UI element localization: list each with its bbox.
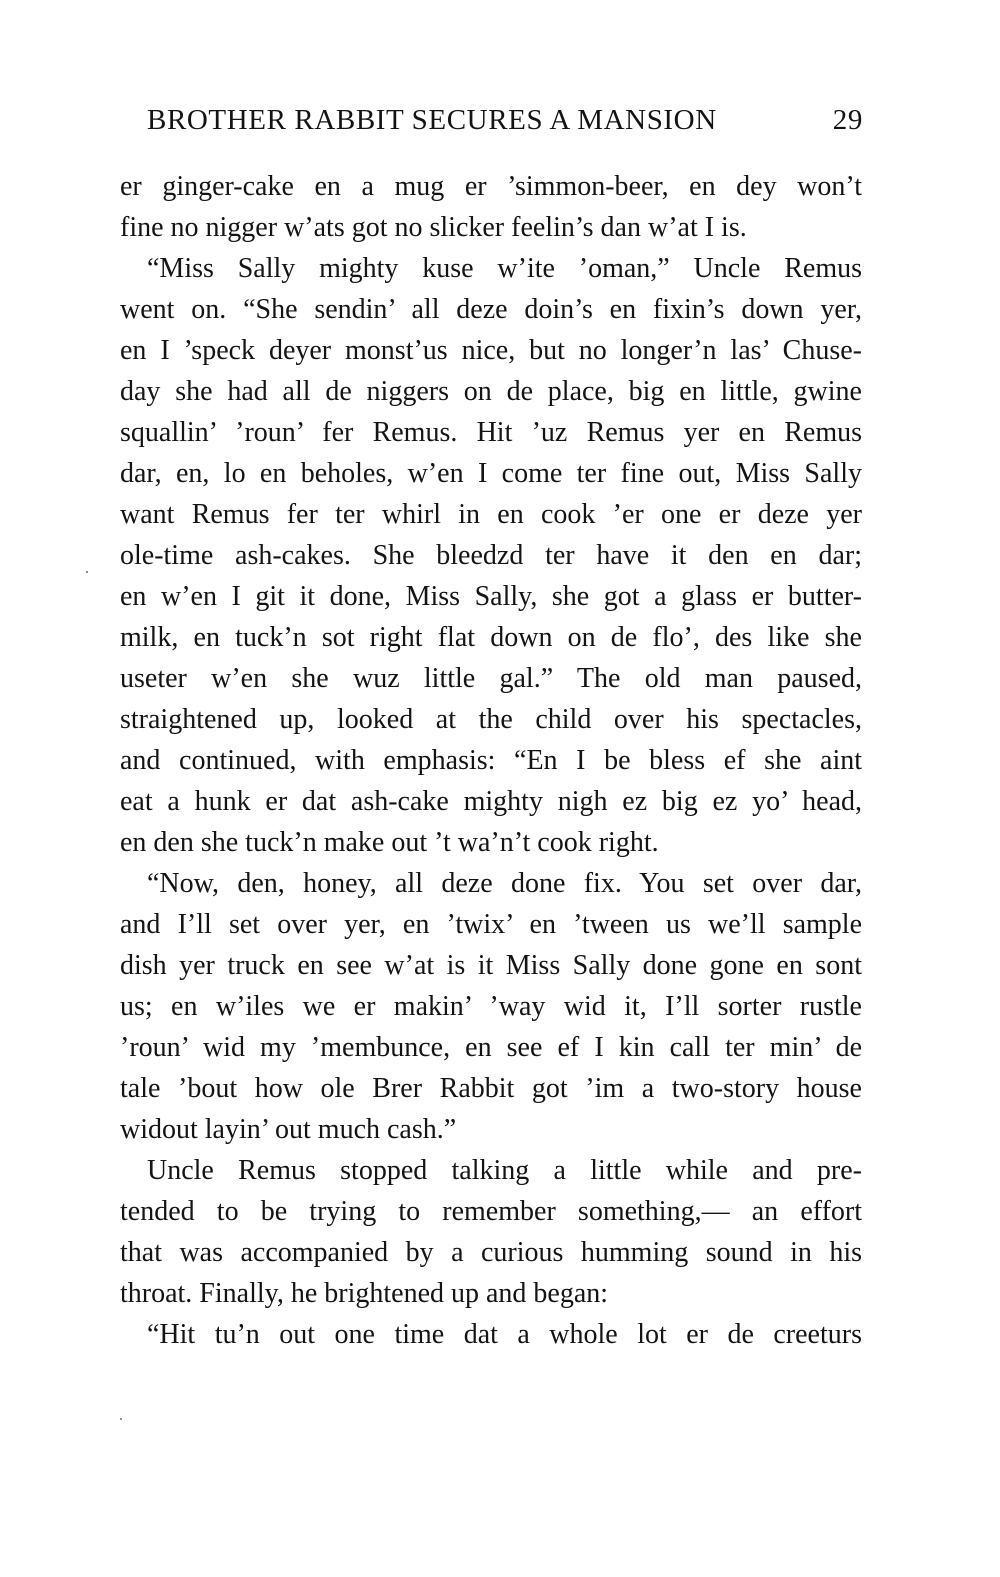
paragraph-start-line: “Miss Sally mighty kuse w’ite ’oman,” Uncle Remus	[147, 253, 862, 284]
page-number: 29	[832, 104, 863, 136]
text-line: want Remus fer ter whirl in en cook ’er one er deze yer	[120, 499, 862, 530]
text-line: useter w’en she wuz little gal.” The old man paused,	[120, 663, 862, 694]
paragraph-start-line: “Hit tu’n out one time dat a whole lot er de creeturs	[147, 1319, 862, 1350]
text-line: straightened up, looked at the child over his spectacles,	[120, 704, 862, 735]
text-line: and I’ll set over yer, en ’twix’ en ’tween us we’ll sample	[120, 909, 862, 940]
text-line: ’roun’ wid my ’membunce, en see ef I kin call ter min’ de	[120, 1032, 862, 1063]
text-line: milk, en tuck’n sot right flat down on de flo’, des like she	[120, 622, 862, 653]
text-line: tale ’bout how ole Brer Rabbit got ’im a two-story house	[120, 1073, 862, 1104]
text-line: er ginger-cake en a mug er ’simmon-beer, en dey won’t	[120, 171, 862, 202]
text-line: fine no nigger w’ats got no slicker feelin’s dan w’at I is.	[120, 212, 747, 243]
text-line: went on. “She sendin’ all deze doin’s en fixin’s down yer,	[120, 294, 862, 325]
scan-speck	[86, 571, 88, 573]
page-header	[147, 104, 863, 144]
text-line: ole-time ash-cakes. She bleedzd ter have it den en dar;	[120, 540, 862, 571]
text-line: tended to be trying to remember something,— an effort	[120, 1196, 862, 1227]
text-line: that was accompanied by a curious humming sound in his	[120, 1237, 862, 1268]
text-line: us; en w’iles we er makin’ ’way wid it, I’ll sorter rustle	[120, 991, 862, 1022]
text-line: widout layin’ out much cash.”	[120, 1114, 457, 1145]
scan-speck	[120, 1418, 122, 1420]
text-line: en den she tuck’n make out ’t wa’n’t cook right.	[120, 827, 659, 858]
text-line: en w’en I git it done, Miss Sally, she got a glass er butter-	[120, 581, 862, 612]
text-line: day she had all de niggers on de place, big en little, gwine	[120, 376, 862, 407]
body-text	[120, 166, 862, 1355]
running-title: BROTHER RABBIT SECURES A MANSION	[147, 104, 717, 136]
text-line: and continued, with emphasis: “En I be bless ef she aint	[120, 745, 862, 776]
text-line: squallin’ ’roun’ fer Remus. Hit ’uz Remus yer en Remus	[120, 417, 862, 448]
paragraph-start-line: Uncle Remus stopped talking a little while and pre-	[147, 1155, 862, 1186]
text-line: dar, en, lo en beholes, w’en I come ter fine out, Miss Sally	[120, 458, 862, 489]
text-line: eat a hunk er dat ash-cake mighty nigh ez big ez yo’ head,	[120, 786, 862, 817]
text-line: en I ’speck deyer monst’us nice, but no longer’n las’ Chuse-	[120, 335, 862, 366]
paragraph-start-line: “Now, den, honey, all deze done fix. You set over dar,	[147, 868, 862, 899]
text-line: throat. Finally, he brightened up and began:	[120, 1278, 609, 1309]
text-line: dish yer truck en see w’at is it Miss Sally done gone en sont	[120, 950, 862, 981]
